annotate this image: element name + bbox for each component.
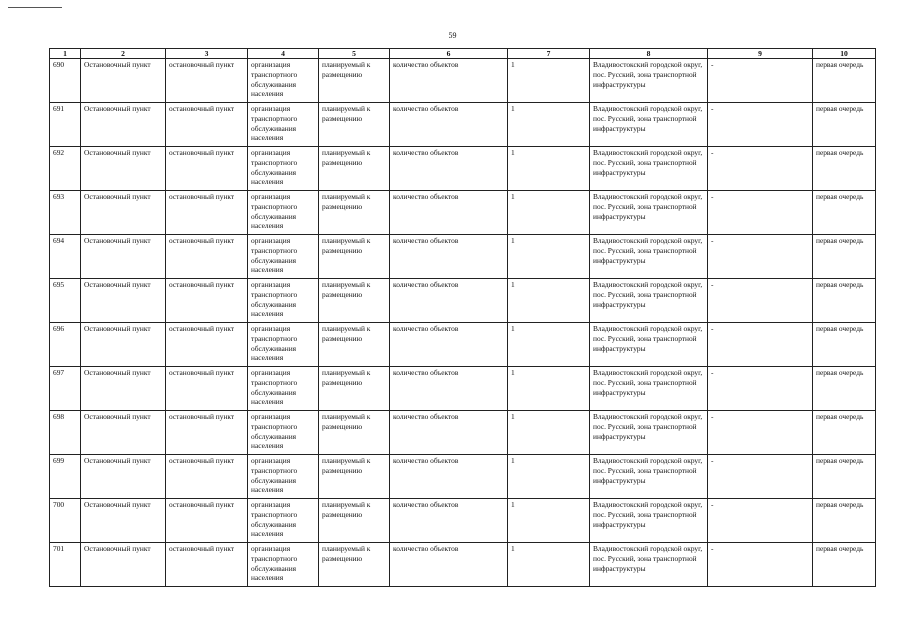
table-cell — [166, 499, 248, 543]
table-cell — [813, 59, 876, 103]
object-type-cell: остановочный пункт — [169, 456, 235, 465]
table-row — [50, 543, 876, 587]
row-number-cell: 701 — [53, 544, 65, 553]
table-cell — [166, 235, 248, 279]
zone-note-cell: - — [711, 500, 714, 509]
object-type-cell: остановочный пункт — [169, 500, 235, 509]
table-cell — [508, 543, 590, 587]
table-cell — [319, 455, 390, 499]
table-cell — [390, 411, 508, 455]
location-cell: Владивостокский городской округ, пос. Русский, зона транспортной инфраструктуры — [593, 148, 703, 177]
capacity-indicator-cell: количество объектов — [393, 104, 459, 113]
zone-note-cell: - — [711, 280, 714, 289]
row-number-cell: 697 — [53, 368, 65, 377]
table-cell — [50, 499, 81, 543]
object-type-cell: остановочный пункт — [169, 412, 235, 421]
row-number-cell: 696 — [53, 324, 65, 333]
capacity-indicator-cell: количество объектов — [393, 412, 459, 421]
table-cell — [708, 59, 813, 103]
capacity-value-cell: 1 — [511, 368, 515, 377]
object-purpose-cell: организация транспортного обслуживания населения — [251, 456, 298, 495]
table-cell — [813, 367, 876, 411]
object-name-cell: Остановочный пункт — [84, 324, 151, 333]
object-purpose-cell: организация транспортного обслуживания населения — [251, 324, 298, 363]
object-purpose-cell: организация транспортного обслуживания населения — [251, 368, 298, 407]
implementation-stage-cell: первая очередь — [816, 104, 864, 113]
column-header: 9 — [708, 49, 813, 59]
table-row — [50, 499, 876, 543]
table-cell — [708, 279, 813, 323]
table-cell — [390, 59, 508, 103]
table-cell — [508, 411, 590, 455]
table-cell — [708, 103, 813, 147]
implementation-stage-cell: первая очередь — [816, 60, 864, 69]
location-cell: Владивостокский городской округ, пос. Русский, зона транспортной инфраструктуры — [593, 324, 703, 353]
table-cell — [508, 103, 590, 147]
zone-note-cell: - — [711, 60, 714, 69]
row-number-cell: 694 — [53, 236, 65, 245]
table-cell — [81, 191, 166, 235]
table-cell — [166, 147, 248, 191]
table-cell — [50, 323, 81, 367]
column-header: 10 — [813, 49, 876, 59]
capacity-indicator-cell: количество объектов — [393, 368, 459, 377]
capacity-value-cell: 1 — [511, 192, 515, 201]
table-row — [50, 455, 876, 499]
object-status-cell: планируемый к размещению — [322, 500, 371, 519]
table-cell — [390, 279, 508, 323]
object-name-cell: Остановочный пункт — [84, 500, 151, 509]
table-cell — [708, 367, 813, 411]
table-cell — [319, 367, 390, 411]
object-name-cell: Остановочный пункт — [84, 60, 151, 69]
table-cell — [508, 147, 590, 191]
location-cell: Владивостокский городской округ, пос. Русский, зона транспортной инфраструктуры — [593, 500, 703, 529]
table-cell — [813, 147, 876, 191]
capacity-value-cell: 1 — [511, 60, 515, 69]
table-cell — [248, 499, 319, 543]
table-cell — [81, 411, 166, 455]
row-number-cell: 690 — [53, 60, 65, 69]
table-cell — [50, 59, 81, 103]
capacity-value-cell: 1 — [511, 104, 515, 113]
table-cell — [248, 191, 319, 235]
table-cell — [590, 191, 708, 235]
table-cell — [81, 455, 166, 499]
object-type-cell: остановочный пункт — [169, 280, 235, 289]
table-cell — [166, 367, 248, 411]
table-cell — [508, 323, 590, 367]
table-cell — [813, 103, 876, 147]
table-cell — [508, 279, 590, 323]
table-cell — [81, 499, 166, 543]
capacity-value-cell: 1 — [511, 280, 515, 289]
table-cell — [708, 543, 813, 587]
table-cell — [81, 235, 166, 279]
table-cell — [81, 543, 166, 587]
table-cell — [813, 235, 876, 279]
capacity-indicator-cell: количество объектов — [393, 60, 459, 69]
table-cell — [590, 59, 708, 103]
location-cell: Владивостокский городской округ, пос. Русский, зона транспортной инфраструктуры — [593, 544, 703, 573]
table-row — [50, 147, 876, 191]
table-cell — [813, 499, 876, 543]
object-type-cell: остановочный пункт — [169, 544, 235, 553]
table-cell — [166, 323, 248, 367]
object-type-cell: остановочный пункт — [169, 192, 235, 201]
table-cell — [50, 367, 81, 411]
page-number: 59 — [448, 31, 457, 40]
row-number-cell: 693 — [53, 192, 65, 201]
table-cell — [248, 455, 319, 499]
table-cell — [813, 411, 876, 455]
object-type-cell: остановочный пункт — [169, 236, 235, 245]
column-header: 1 — [50, 49, 81, 59]
row-number-cell: 692 — [53, 148, 65, 157]
object-type-cell: остановочный пункт — [169, 324, 235, 333]
capacity-value-cell: 1 — [511, 412, 515, 421]
object-status-cell: планируемый к размещению — [322, 544, 371, 563]
table-cell — [319, 411, 390, 455]
table-cell — [590, 323, 708, 367]
table-cell — [590, 367, 708, 411]
table-cell — [319, 191, 390, 235]
table-cell — [248, 279, 319, 323]
table-cell — [590, 499, 708, 543]
zone-note-cell: - — [711, 368, 714, 377]
corner-mark — [8, 7, 62, 8]
table-cell — [50, 455, 81, 499]
table-cell — [708, 499, 813, 543]
object-status-cell: планируемый к размещению — [322, 236, 371, 255]
column-header: 3 — [166, 49, 248, 59]
capacity-indicator-cell: количество объектов — [393, 192, 459, 201]
table-cell — [319, 543, 390, 587]
capacity-indicator-cell: количество объектов — [393, 236, 459, 245]
table-header — [50, 49, 876, 59]
table-cell — [166, 59, 248, 103]
table-cell — [166, 103, 248, 147]
object-purpose-cell: организация транспортного обслуживания населения — [251, 544, 298, 583]
table-cell — [319, 147, 390, 191]
object-status-cell: планируемый к размещению — [322, 368, 371, 387]
table-cell — [50, 103, 81, 147]
capacity-value-cell: 1 — [511, 456, 515, 465]
object-type-cell: остановочный пункт — [169, 368, 235, 377]
object-type-cell: остановочный пункт — [169, 148, 235, 157]
table-cell — [508, 235, 590, 279]
table-cell — [590, 235, 708, 279]
table-cell — [590, 103, 708, 147]
object-status-cell: планируемый к размещению — [322, 104, 371, 123]
zone-note-cell: - — [711, 456, 714, 465]
object-name-cell: Остановочный пункт — [84, 368, 151, 377]
table-cell — [590, 411, 708, 455]
table-cell — [813, 191, 876, 235]
table-cell — [50, 191, 81, 235]
implementation-stage-cell: первая очередь — [816, 412, 864, 421]
table-cell — [390, 191, 508, 235]
table-cell — [508, 191, 590, 235]
implementation-stage-cell: первая очередь — [816, 192, 864, 201]
object-status-cell: планируемый к размещению — [322, 412, 371, 431]
object-name-cell: Остановочный пункт — [84, 236, 151, 245]
table-cell — [390, 323, 508, 367]
table-cell — [166, 191, 248, 235]
location-cell: Владивостокский городской округ, пос. Русский, зона транспортной инфраструктуры — [593, 412, 703, 441]
implementation-stage-cell: первая очередь — [816, 236, 864, 245]
table-cell — [390, 367, 508, 411]
table-row — [50, 279, 876, 323]
object-status-cell: планируемый к размещению — [322, 60, 371, 79]
table-cell — [508, 367, 590, 411]
table-cell — [508, 455, 590, 499]
table-cell — [166, 455, 248, 499]
capacity-value-cell: 1 — [511, 544, 515, 553]
capacity-indicator-cell: количество объектов — [393, 500, 459, 509]
object-name-cell: Остановочный пункт — [84, 148, 151, 157]
table-cell — [248, 235, 319, 279]
implementation-stage-cell: первая очередь — [816, 368, 864, 377]
table-row — [50, 59, 876, 103]
location-cell: Владивостокский городской округ, пос. Русский, зона транспортной инфраструктуры — [593, 456, 703, 485]
table-cell — [813, 543, 876, 587]
location-cell: Владивостокский городской округ, пос. Русский, зона транспортной инфраструктуры — [593, 104, 703, 133]
table-cell — [50, 235, 81, 279]
table-cell — [248, 411, 319, 455]
table-cell — [166, 279, 248, 323]
object-purpose-cell: организация транспортного обслуживания населения — [251, 104, 298, 143]
implementation-stage-cell: первая очередь — [816, 148, 864, 157]
table-cell — [590, 543, 708, 587]
column-header: 6 — [390, 49, 508, 59]
zone-note-cell: - — [711, 148, 714, 157]
object-status-cell: планируемый к размещению — [322, 192, 371, 211]
table-cell — [390, 499, 508, 543]
object-purpose-cell: организация транспортного обслуживания населения — [251, 500, 298, 539]
table-cell — [390, 455, 508, 499]
location-cell: Владивостокский городской округ, пос. Русский, зона транспортной инфраструктуры — [593, 192, 703, 221]
zone-note-cell: - — [711, 236, 714, 245]
table-cell — [248, 147, 319, 191]
object-type-cell: остановочный пункт — [169, 60, 235, 69]
capacity-indicator-cell: количество объектов — [393, 324, 459, 333]
row-number-cell: 695 — [53, 280, 65, 289]
zone-note-cell: - — [711, 412, 714, 421]
table-cell — [708, 411, 813, 455]
table-cell — [508, 499, 590, 543]
table-row — [50, 235, 876, 279]
table-cell — [319, 323, 390, 367]
header-row — [50, 49, 876, 59]
table-cell — [81, 103, 166, 147]
capacity-indicator-cell: количество объектов — [393, 280, 459, 289]
table-row — [50, 103, 876, 147]
table-cell — [708, 323, 813, 367]
row-number-cell: 698 — [53, 412, 65, 421]
location-cell: Владивостокский городской округ, пос. Русский, зона транспортной инфраструктуры — [593, 236, 703, 265]
capacity-value-cell: 1 — [511, 236, 515, 245]
table-cell — [390, 543, 508, 587]
object-name-cell: Остановочный пункт — [84, 456, 151, 465]
zone-note-cell: - — [711, 192, 714, 201]
table-row — [50, 191, 876, 235]
table-body — [50, 59, 876, 587]
table-cell — [319, 103, 390, 147]
object-purpose-cell: организация транспортного обслуживания населения — [251, 60, 298, 99]
object-purpose-cell: организация транспортного обслуживания населения — [251, 412, 298, 451]
table-cell — [166, 411, 248, 455]
column-header: 5 — [319, 49, 390, 59]
row-number-cell: 691 — [53, 104, 65, 113]
table-cell — [248, 367, 319, 411]
capacity-indicator-cell: количество объектов — [393, 544, 459, 553]
object-name-cell: Остановочный пункт — [84, 544, 151, 553]
table-cell — [319, 279, 390, 323]
implementation-stage-cell: первая очередь — [816, 456, 864, 465]
location-cell: Владивостокский городской округ, пос. Русский, зона транспортной инфраструктуры — [593, 60, 703, 89]
capacity-value-cell: 1 — [511, 324, 515, 333]
implementation-stage-cell: первая очередь — [816, 544, 864, 553]
table-cell — [590, 147, 708, 191]
zone-note-cell: - — [711, 104, 714, 113]
object-name-cell: Остановочный пункт — [84, 412, 151, 421]
table-cell — [813, 455, 876, 499]
table-cell — [50, 279, 81, 323]
capacity-indicator-cell: количество объектов — [393, 456, 459, 465]
object-status-cell: планируемый к размещению — [322, 324, 371, 343]
table-cell — [50, 147, 81, 191]
capacity-value-cell: 1 — [511, 148, 515, 157]
object-status-cell: планируемый к размещению — [322, 280, 371, 299]
object-name-cell: Остановочный пункт — [84, 280, 151, 289]
table-cell — [813, 323, 876, 367]
table-cell — [81, 147, 166, 191]
table-cell — [590, 279, 708, 323]
object-name-cell: Остановочный пункт — [84, 192, 151, 201]
table-cell — [248, 59, 319, 103]
column-header: 4 — [248, 49, 319, 59]
table-cell — [390, 147, 508, 191]
implementation-stage-cell: первая очередь — [816, 324, 864, 333]
table-cell — [319, 59, 390, 103]
object-status-cell: планируемый к размещению — [322, 148, 371, 167]
objects-table — [49, 48, 876, 587]
table-cell — [81, 59, 166, 103]
table-cell — [590, 455, 708, 499]
table-cell — [50, 543, 81, 587]
table-cell — [319, 235, 390, 279]
table-cell — [248, 543, 319, 587]
table-cell — [708, 191, 813, 235]
object-type-cell: остановочный пункт — [169, 104, 235, 113]
object-purpose-cell: организация транспортного обслуживания населения — [251, 280, 298, 319]
table-cell — [390, 103, 508, 147]
table-cell — [81, 323, 166, 367]
table-cell — [50, 411, 81, 455]
implementation-stage-cell: первая очередь — [816, 500, 864, 509]
column-header: 8 — [590, 49, 708, 59]
table-cell — [166, 543, 248, 587]
table-cell — [508, 59, 590, 103]
column-header: 2 — [81, 49, 166, 59]
implementation-stage-cell: первая очередь — [816, 280, 864, 289]
table-cell — [390, 235, 508, 279]
object-purpose-cell: организация транспортного обслуживания населения — [251, 148, 298, 187]
object-purpose-cell: организация транспортного обслуживания населения — [251, 236, 298, 275]
row-number-cell: 699 — [53, 456, 65, 465]
column-header: 7 — [508, 49, 590, 59]
table-cell — [708, 147, 813, 191]
zone-note-cell: - — [711, 544, 714, 553]
object-status-cell: планируемый к размещению — [322, 456, 371, 475]
table-cell — [248, 323, 319, 367]
capacity-value-cell: 1 — [511, 500, 515, 509]
capacity-indicator-cell: количество объектов — [393, 148, 459, 157]
table-row — [50, 411, 876, 455]
table-cell — [81, 279, 166, 323]
row-number-cell: 700 — [53, 500, 65, 509]
table-cell — [708, 235, 813, 279]
object-purpose-cell: организация транспортного обслуживания населения — [251, 192, 298, 231]
location-cell: Владивостокский городской округ, пос. Русский, зона транспортной инфраструктуры — [593, 280, 703, 309]
table-cell — [708, 455, 813, 499]
table-cell — [319, 499, 390, 543]
table-row — [50, 323, 876, 367]
table-cell — [813, 279, 876, 323]
table-row — [50, 367, 876, 411]
object-name-cell: Остановочный пункт — [84, 104, 151, 113]
table-cell — [81, 367, 166, 411]
table-cell — [248, 103, 319, 147]
location-cell: Владивостокский городской округ, пос. Русский, зона транспортной инфраструктуры — [593, 368, 703, 397]
zone-note-cell: - — [711, 324, 714, 333]
